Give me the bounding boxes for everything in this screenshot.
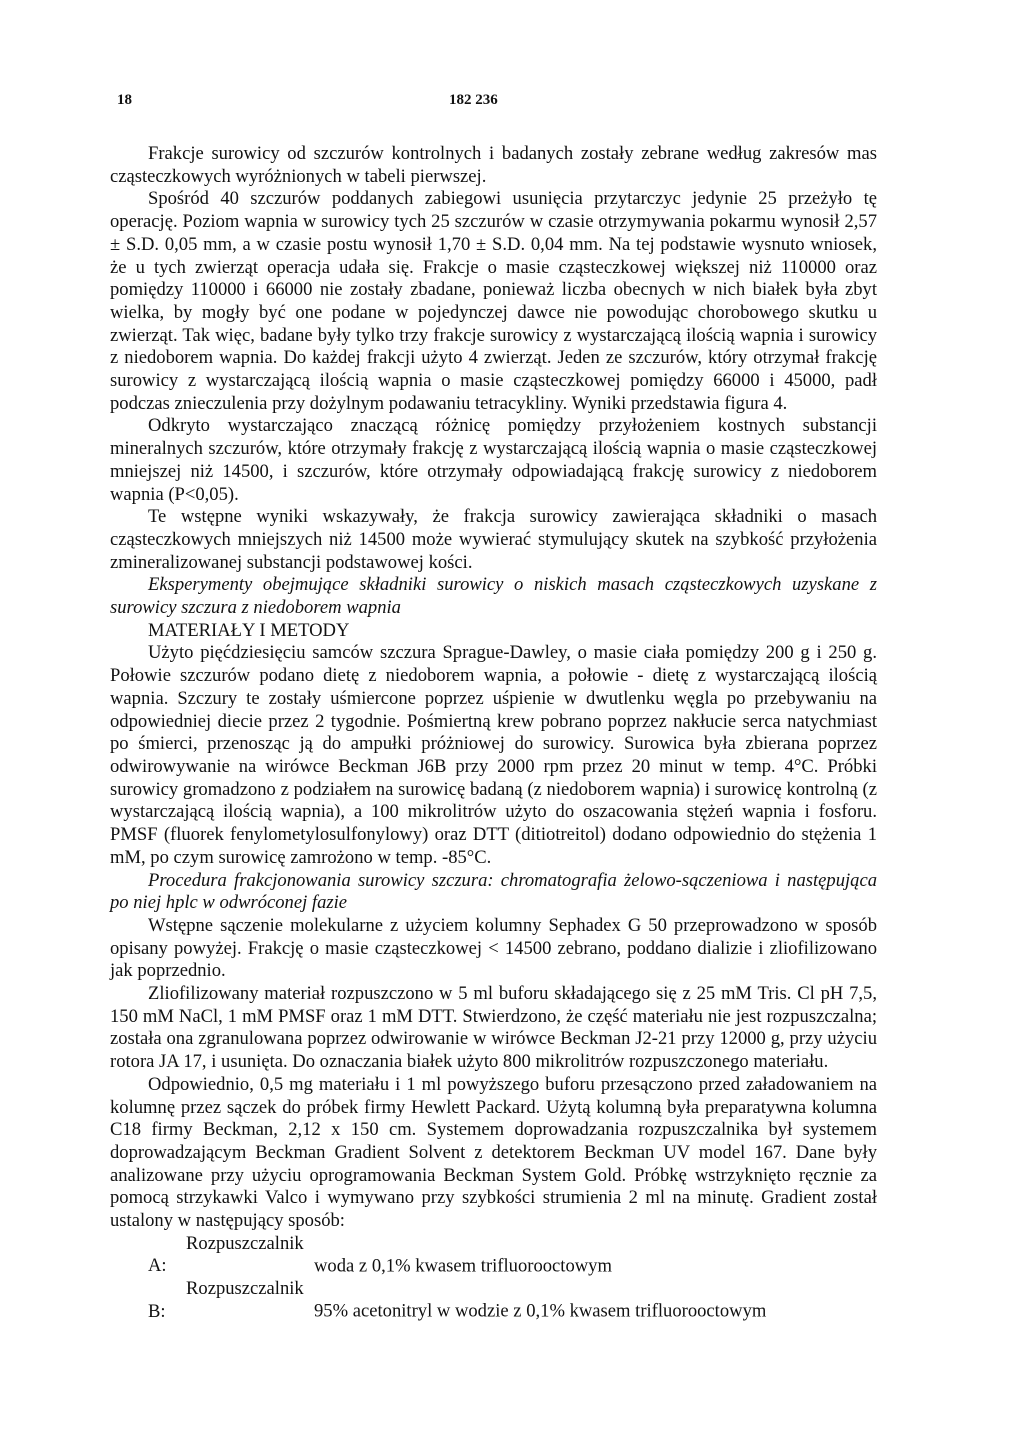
procedure-paragraph: Wstępne sączenie molekularne z użyciem kolumny Sephadex G 50 przeprowadzono w sposób opisany powyżej. Frakcję o masie cząsteczkowej < 14500 zebrano, poddano dializie i zliofilizowano jak poprzednio. (110, 914, 877, 982)
solvent-b-value: 95% acetonitryl w wodzie z 0,1% kwasem trifluorooctowym (314, 1300, 767, 1322)
page-header (117, 92, 917, 118)
page-number: 18 (117, 92, 132, 108)
section-title: Eksperymenty obejmujące składniki surowicy o niskich masach cząsteczkowych uzyskane z surowicy szczura z niedoborem wapnia (110, 574, 877, 619)
materials-paragraph: Użyto pięćdziesięciu samców szczura Sprague-Dawley, o masie ciała pomiędzy 200 g i 250 g. Połowie szczurów podano dietę z niedoborem wapnia, a połowie - dietę z wystarczającą ilością wapnia. Szczury te zostały uśmiercone poprzez uśpienie w dwutlenku węgla po przebywaniu na odpowiedniej diecie przez 2 tygodnie. Pośmiertną krew pobrano poprzez nakłucie serca natychmiast po śmierci, przenosząc ją do ampułki próżniowej do surowicy. Surowica była zbierana poprzez odwirowywanie na wirówce Beckman J6B przy 2000 rpm przez 20 minut w temp. 4°C. Próbki surowicy gromadzono z podziałem na surowicę badaną (z niedoborem wapnia) i surowicę kontrolną (z wystarczającą ilością wapnia), a 100 mikrolitrów użyto do oszacowania stężeń wapnia i fosforu. PMSF (fluorek fenylometylosulfonylowy) oraz DTT (ditiotreitol) dodano odpowiednio do stężenia 1 mM, po czym surowicę zamrożono w temp. -85°C. (110, 642, 877, 868)
paragraph: Spośród 40 szczurów poddanych zabiegowi usunięcia przytarczyc jedynie 25 przeżyło tę operację. Poziom wapnia w surowicy tych 25 szczurów w czasie otrzymywania pokarmu wynosił 2,57 ± S.D. 0,05 mm, a w czasie postu wynosił 1,70 ± S.D. 0,04 mm. Na tej podstawie wysnuto wniosek, że u tych zwierząt operacja udała się. Frakcje o masie cząsteczkowej większej niż 110000 oraz pomiędzy 110000 i 66000 nie zostały zbadane, ponieważ liczba obecnych w nich białek była zbyt wielka, by mogły być one podane w pojedynczej dawce nie powodując chorobowego skutku u zwierząt. Tak więc, badane były tylko trzy frakcje surowicy z wystarczającą ilością wapnia i surowicy z niedoborem wapnia. Do każdej frakcji użyto 4 zwierząt. Jeden ze szczurów, który otrzymał frakcję surowicy z wystarczającą ilością wapnia o masie cząsteczkowej pomiędzy 66000 i 45000, padł podczas znieczulenia przy dożylnym podawaniu tetracykliny. Wyniki przedstawia figura 4. (110, 188, 877, 414)
procedure-paragraph: Zliofilizowany materiał rozpuszczono w 5 ml buforu składającego się z 25 mM Tris. Cl pH 7,5, 150 mM NaCl, 1 mM PMSF oraz 1 mM DTT. Stwierdzono, że część materiału nie jest rozpuszczalna; została ona zgranulowana poprzez odwirowanie w wirówce Beckman J2-21 przy 12000 g, przy użyciu rotora JA 17, i usunięta. Do oznaczania białek użyto 800 mikrolitrów rozpuszczonego materiału. (110, 983, 877, 1073)
materials-heading: MATERIAŁY I METODY (148, 619, 350, 641)
paragraph: Te wstępne wyniki wskazywały, że frakcja surowicy zawierająca składniki o masach cząsteczkowych mniejszych niż 14500 może wywierać stymulujący skutek na szybkość przyłożenia zmineralizowanej substancji podstawowej kości. (110, 506, 877, 573)
paragraph: Odkryto wystarczająco znaczącą różnicę pomiędzy przyłożeniem kostnych substancji mineralnych szczurów, które otrzymały frakcję z wystarczającą ilością wapnia o masie cząsteczkowej mniejszej niż 14500, i szczurów, które otrzymały odpowiadającą frakcję surowicy z niedoborem wapnia (P<0,05). (110, 415, 877, 505)
solvent-a-value: woda z 0,1% kwasem trifluorooctowym (314, 1255, 612, 1277)
solvent-b-line (110, 1278, 877, 1323)
solvent-b-label: Rozpuszczalnik B: (148, 1278, 304, 1322)
solvent-a-line (110, 1233, 877, 1278)
procedure-title: Procedura frakcjonowania surowicy szczura: chromatografia żelowo-sączeniowa i następująca po niej hplc w odwróconej fazie (110, 869, 877, 914)
solvent-a-label: Rozpuszczalnik A: (148, 1232, 304, 1277)
paragraph: Frakcje surowicy od szczurów kontrolnych i badanych zostały zebrane według zakresów mas cząsteczkowych wyróżnionych w tabeli pierwszej. (110, 143, 877, 187)
document-body (110, 143, 877, 1324)
document-number: 182 236 (449, 92, 498, 108)
procedure-paragraph: Odpowiednio, 0,5 mg materiału i 1 ml powyższego buforu przesączono przed załadowaniem na kolumnę przez sączek do próbek firmy Hewlett Packard. Użytą kolumną była preparatywna kolumna C18 firmy Beckman, 2,12 x 150 cm. Systemem doprowadzania rozpuszczalnika był systemem doprowadzającym Beckman Gradient Solvent z detektorem Beckman UV model 167. Dane były analizowane przy użyciu oprogramowania Beckman System Gold. Próbkę wstrzyknięto ręcznie za pomocą strzykawki Valco i wymywano przy szybkości strumienia 2 ml na minutę. Gradient został ustalony w następujący sposób: (110, 1073, 877, 1232)
